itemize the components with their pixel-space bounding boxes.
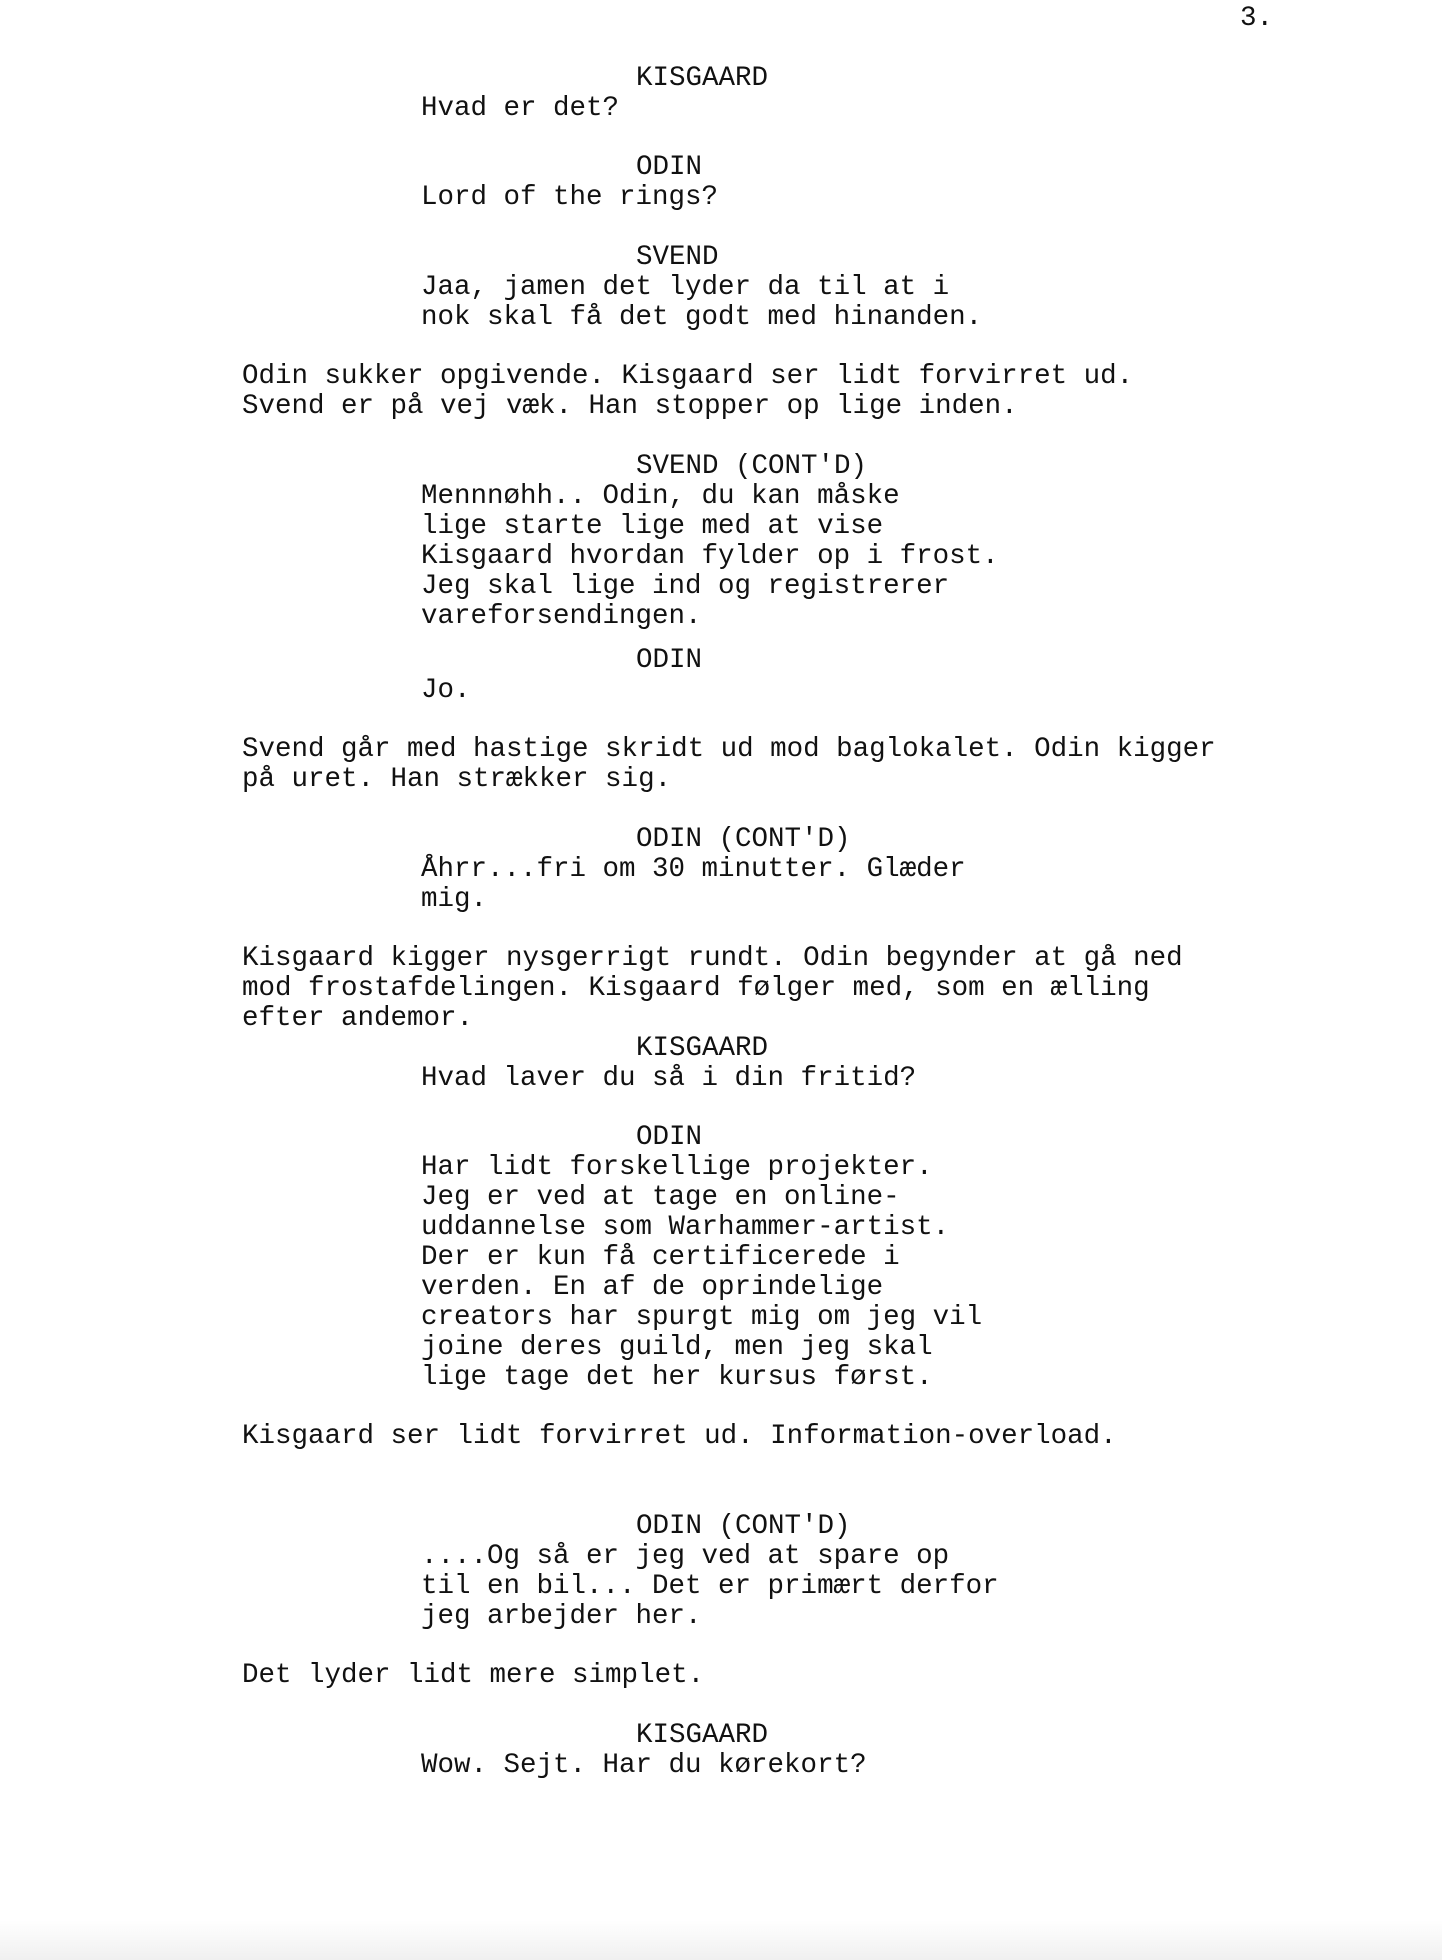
script-line: Lord of the rings? bbox=[421, 182, 719, 213]
character-cue bbox=[636, 646, 702, 676]
script-line: lige starte lige med at vise bbox=[421, 511, 884, 542]
action-block bbox=[242, 944, 1183, 1034]
script-line: Wow. Sejt. Har du kørekort? bbox=[421, 1750, 867, 1781]
dialogue-block bbox=[421, 183, 718, 213]
action-block bbox=[242, 1422, 1117, 1452]
script-line: Jeg er ved at tage en online- bbox=[421, 1182, 900, 1213]
script-line: mod frostafdelingen. Kisgaard følger med, som en ælling bbox=[242, 973, 1150, 1004]
script-line: jeg arbejder her. bbox=[421, 1601, 702, 1632]
script-line: SVEND bbox=[636, 242, 719, 273]
script-line: Kisgaard kigger nysgerrigt rundt. Odin begynder at gå ned bbox=[242, 943, 1183, 974]
character-cue bbox=[636, 64, 768, 94]
dialogue-block bbox=[421, 676, 471, 706]
dialogue-block bbox=[421, 855, 966, 915]
script-line: SVEND (CONT'D) bbox=[636, 451, 868, 482]
script-line: ODIN bbox=[636, 152, 703, 183]
script-line: ODIN bbox=[636, 1122, 703, 1153]
page-bottom-edge bbox=[0, 1920, 1442, 1960]
script-line: ....Og så er jeg ved at spare op bbox=[421, 1541, 950, 1572]
script-line: lige tage det her kursus først. bbox=[421, 1362, 933, 1393]
character-cue bbox=[636, 1034, 768, 1064]
action-block bbox=[242, 1661, 704, 1691]
dialogue-block bbox=[421, 273, 982, 333]
script-line: creators har spurgt mig om jeg vil bbox=[421, 1302, 983, 1333]
action-block bbox=[242, 735, 1216, 795]
script-line: ODIN (CONT'D) bbox=[636, 1511, 851, 1542]
script-line: vareforsendingen. bbox=[421, 601, 702, 632]
action-block bbox=[242, 362, 1133, 422]
character-cue bbox=[636, 1123, 702, 1153]
script-line: Kisgaard ser lidt forvirret ud. Information-overload. bbox=[242, 1421, 1117, 1452]
script-line: nok skal få det godt med hinanden. bbox=[421, 302, 983, 333]
dialogue-block bbox=[421, 1153, 982, 1393]
character-cue bbox=[636, 243, 719, 273]
script-line: Svend er på vej væk. Han stopper op lige inden. bbox=[242, 391, 1018, 422]
dialogue-block bbox=[421, 94, 619, 124]
script-line: ODIN (CONT'D) bbox=[636, 824, 851, 855]
script-line: Hvad er det? bbox=[421, 93, 620, 124]
script-line: Har lidt forskellige projekter. bbox=[421, 1152, 933, 1183]
script-line: Jeg skal lige ind og registrerer bbox=[421, 571, 950, 602]
script-line: KISGAARD bbox=[636, 63, 769, 94]
character-cue bbox=[636, 1721, 768, 1751]
script-line: Det lyder lidt mere simplet. bbox=[242, 1660, 705, 1691]
script-line: Mennnøhh.. Odin, du kan måske bbox=[421, 481, 900, 512]
dialogue-block bbox=[421, 1064, 916, 1094]
script-line: Kisgaard hvordan fylder op i frost. bbox=[421, 541, 999, 572]
script-line: Jaa, jamen det lyder da til at i bbox=[421, 272, 950, 303]
dialogue-block bbox=[421, 1542, 999, 1632]
page-number: 3. bbox=[1240, 3, 1274, 34]
script-line: ODIN bbox=[636, 645, 703, 676]
script-line: efter andemor. bbox=[242, 1003, 474, 1034]
script-line: Jo. bbox=[421, 675, 471, 706]
dialogue-block bbox=[421, 482, 999, 632]
script-line: joine deres guild, men jeg skal bbox=[421, 1332, 933, 1363]
script-line: Der er kun få certificerede i bbox=[421, 1242, 900, 1273]
script-line: til en bil... Det er primært derfor bbox=[421, 1571, 999, 1602]
script-line: Hvad laver du så i din fritid? bbox=[421, 1063, 917, 1094]
script-line: KISGAARD bbox=[636, 1720, 769, 1751]
script-line: Åhrr...fri om 30 minutter. Glæder bbox=[421, 854, 966, 885]
script-line: Svend går med hastige skridt ud mod baglokalet. Odin kigger bbox=[242, 734, 1216, 765]
character-cue bbox=[636, 1512, 851, 1542]
dialogue-block bbox=[421, 1751, 867, 1781]
script-line: mig. bbox=[421, 884, 488, 915]
character-cue bbox=[636, 153, 702, 183]
character-cue bbox=[636, 825, 851, 855]
script-line: verden. En af de oprindelige bbox=[421, 1272, 884, 1303]
script-line: KISGAARD bbox=[636, 1033, 769, 1064]
script-line: på uret. Han strækker sig. bbox=[242, 764, 672, 795]
character-cue bbox=[636, 452, 867, 482]
script-line: Odin sukker opgivende. Kisgaard ser lidt forvirret ud. bbox=[242, 361, 1134, 392]
script-line: uddannelse som Warhammer-artist. bbox=[421, 1212, 950, 1243]
